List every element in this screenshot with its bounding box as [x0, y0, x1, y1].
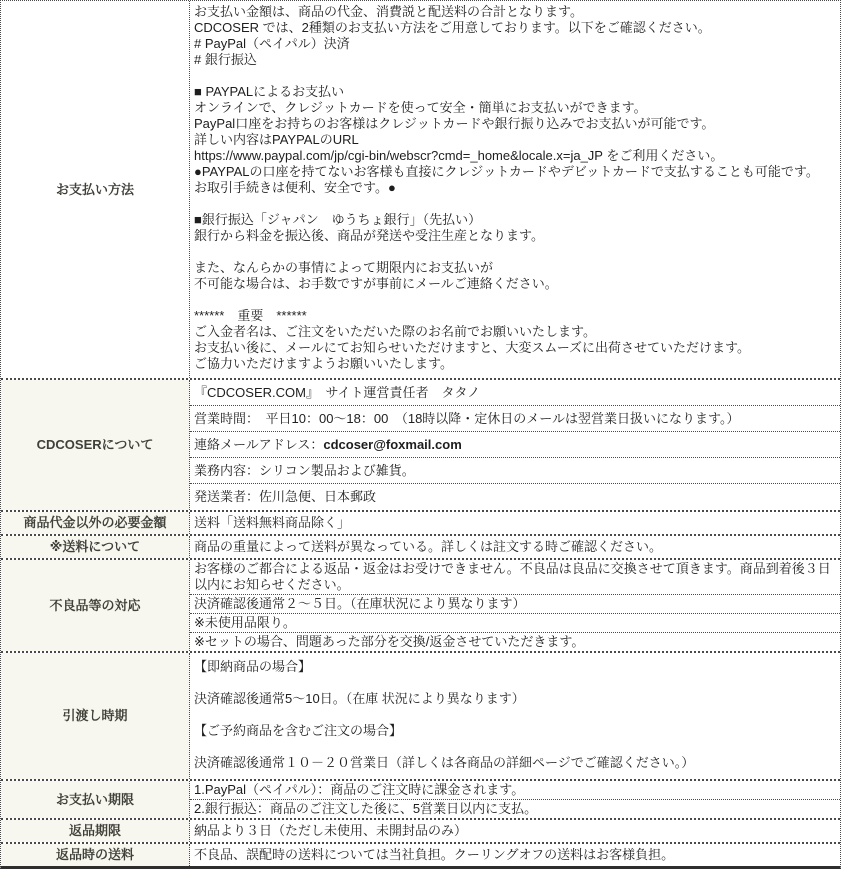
- text-line: CDCOSER では、2種類のお支払い方法をご用意しております。以下をご確認ください。: [194, 20, 711, 35]
- text-line: 詳しい内容はPAYPALのURL: [194, 132, 359, 147]
- unused-only-note: ※未使用品限り。: [190, 614, 840, 633]
- blank-line: [194, 707, 836, 723]
- blank-line: [194, 292, 836, 308]
- return-shipping-label: 返品時の送料: [1, 844, 190, 866]
- text-line: お支払い後に、メールにてお知らせいただけますと、大変スムーズに出荷させていただけます。: [194, 340, 751, 355]
- extra-fees-content: [190, 512, 840, 534]
- delivery-time-row: [1, 651, 840, 779]
- text-line: お支払い金額は、商品の代金、消費説と配送料の合計となります。: [194, 4, 583, 19]
- blank-line: [194, 196, 836, 212]
- return-deadline-row: [1, 818, 840, 842]
- defective-items-content: [190, 560, 840, 651]
- delivery-time-label: 引渡し時期: [1, 653, 190, 779]
- text-line: ●PAYPALの口座を持てないお客様も直接にクレジットカードやデビットカードで支払することも可能です。: [194, 164, 819, 179]
- text-line: ■ PAYPALによるお支払い: [194, 84, 345, 99]
- extra-fees-text: 送料「送料無料商品除く」: [194, 515, 351, 530]
- preorder-time-text: 決済確認後通常１０－２０営業日（詳しくは各商品の詳細ページでご確認ください。）: [194, 755, 695, 770]
- exchange-time-text: 決済確認後通常２～５日。（在庫状況により異なります）: [190, 595, 840, 614]
- defective-items-label: 不良品等の対応: [1, 560, 190, 651]
- return-deadline-label: 返品期限: [1, 820, 190, 842]
- shipping-carrier-row: 発送業者：佐川急便、日本郵政: [194, 489, 377, 504]
- shipping-fee-row: [1, 534, 840, 558]
- return-deadline-content: [190, 820, 840, 842]
- shipping-fee-content: [190, 536, 840, 558]
- business-hours-row: 営業時間： 平日10：00～18：00 （18時以降・定休日のメールは翌営業日扱いになります。）: [190, 406, 840, 432]
- return-deadline-text: 納品より３日（ただし未使用、未開封品のみ）: [194, 823, 468, 838]
- text-line: ご入金者名は、ご注文をいただいた際のお名前でお願いいたします。: [194, 324, 596, 339]
- text-line: ご協力いただけますようお願いいたします。: [194, 356, 453, 371]
- contact-email-address: cdcoser@foxmail.com: [323, 436, 462, 452]
- preorder-heading: 【ご予約商品を含むご注文の場合】: [194, 723, 403, 738]
- text-line: 銀行から料金を振込後、商品が発送や受注生産となります。: [194, 228, 544, 243]
- blank-line: [194, 675, 836, 691]
- payment-method-label: お支払い方法: [1, 1, 190, 378]
- payment-deadline-row: [1, 779, 840, 818]
- delivery-time-content: [190, 653, 840, 779]
- important-note-header: ****** 重要 ******: [194, 308, 307, 323]
- set-exchange-note: ※セットの場合、問題あった部分を交換/返金させていただきます。: [194, 634, 585, 649]
- return-shipping-text: 不良品、誤配時の送料については当社負担。クーリングオフの送料はお客様負担。: [194, 847, 675, 862]
- text-line: # 銀行振込: [194, 52, 257, 67]
- payment-method-content: [190, 1, 840, 378]
- shipping-fee-label: ※送料について: [1, 536, 190, 558]
- in-stock-time-text: 決済確認後通常5～10日。（在庫 状況により異なります）: [194, 691, 525, 706]
- payment-method-row: [1, 1, 840, 378]
- paypal-url-text: https://www.paypal.com/jp/cgi-bin/webscr?cmd=_home&locale.x=ja_JP をご利用ください。: [194, 148, 724, 163]
- about-cdcoser-row: [1, 378, 840, 510]
- text-line: # PayPal（ペイパル）決済: [194, 36, 350, 51]
- site-operator-row: 『CDCOSER.COM』 サイト運営責任者 タタノ: [190, 380, 840, 406]
- business-description-row: 業務内容：シリコン製品および雑貨。: [190, 458, 840, 484]
- contact-email-prefix: 連絡メールアドレス：: [194, 436, 324, 452]
- payment-method-text-block: [190, 1, 840, 378]
- text-line: オンラインで、クレジットカードを使って安全・簡単にお支払いができます。: [194, 100, 647, 115]
- blank-line: [194, 68, 836, 84]
- blank-line: [194, 244, 836, 260]
- blank-line: [194, 739, 836, 755]
- about-cdcoser-label: CDCOSERについて: [1, 380, 190, 510]
- text-line: また、なんらかの事情によって期限内にお支払いが: [194, 260, 494, 275]
- extra-fees-row: [1, 510, 840, 534]
- defective-policy-text: お客様のご都合による返品・返金はお受けできません。不良品は良品に交換させて頂きます。商品到着後３日以内にお知らせください。: [190, 560, 840, 595]
- contact-email-row: [190, 432, 840, 458]
- paypal-deadline-text: 1.PayPal（ペイパル）：商品のご注文時に課金されます。: [190, 781, 840, 800]
- payment-deadline-label: お支払い期限: [1, 781, 190, 818]
- extra-fees-label: 商品代金以外の必要金額: [1, 512, 190, 534]
- defective-items-row: [1, 558, 840, 651]
- text-line: PayPal口座をお持ちのお客様はクレジットカードや銀行振り込みでお支払いが可能です。: [194, 116, 715, 131]
- delivery-time-text-block: [190, 653, 840, 779]
- text-line: ■銀行振込「ジャパン ゆうちょ銀行」（先払い）: [194, 212, 482, 227]
- return-shipping-row: [1, 842, 840, 866]
- in-stock-heading: 【即納商品の場合】: [194, 659, 312, 674]
- text-line: お取引手続きは便利、安全です。●: [194, 180, 396, 195]
- about-cdcoser-content: [190, 380, 840, 510]
- return-shipping-content: [190, 844, 840, 866]
- bank-deadline-text: 2.銀行振込：商品のご注文した後に、5営業日以内に支払。: [194, 801, 538, 816]
- shipping-fee-text: 商品の重量によって送料が異なっている。詳しくは註文する時ご確認ください。: [194, 539, 663, 554]
- payment-deadline-content: [190, 781, 840, 818]
- text-line: 不可能な場合は、お手数ですが事前にメールご連絡ください。: [194, 276, 558, 291]
